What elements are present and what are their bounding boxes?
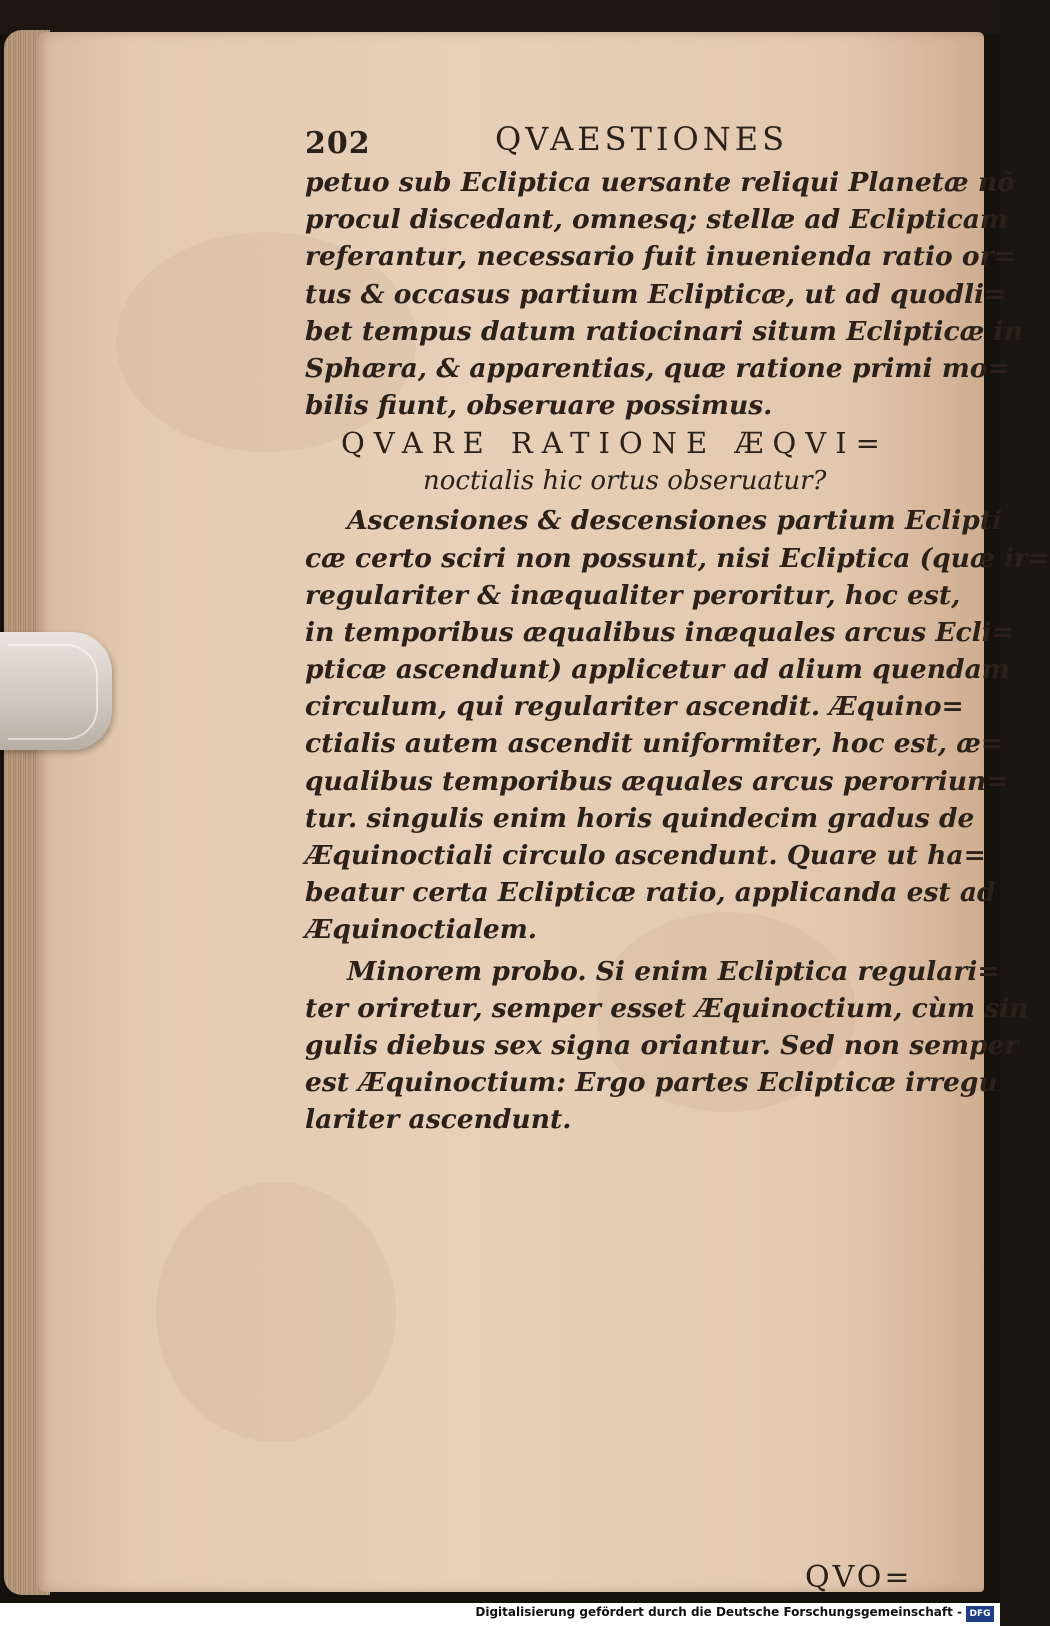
text-line: bilis fiunt, obseruare possimus. — [305, 390, 773, 422]
text-line: tus & occasus partium Eclipticæ, ut ad quodli= — [305, 278, 1007, 310]
text-line: regulariter & inæqualiter peroritur, hoc est, — [305, 579, 961, 611]
top-band — [0, 0, 1000, 34]
running-head-title: QVAESTIONES — [495, 120, 789, 158]
digitization-footer — [0, 1603, 1000, 1626]
text-line: lariter ascendunt. — [305, 1104, 572, 1136]
question-heading-line-2: noctialis hic ortus obseruatur? — [423, 466, 827, 497]
text-line: petuo sub Ecliptica uersante reliqui Planetæ nõ — [305, 167, 1015, 198]
dfg-logo: DFG — [966, 1606, 994, 1622]
text-line: tur. singulis enim horis quindecim gradus de — [305, 802, 975, 834]
text-line: ter oriretur, semper esset Æquinoctium, cùm sin — [305, 992, 1029, 1024]
text-line: Æquinoctialem. — [305, 914, 538, 946]
paragraph-3 — [305, 953, 1029, 1139]
text-line: ctialis autem ascendit uniformiter, hoc est, æ= — [305, 728, 1004, 760]
page-text — [305, 112, 1050, 1595]
text-line: Æquinoctiali circulo ascendunt. Quare ut ha= — [305, 840, 986, 871]
page-number: 202 — [305, 126, 371, 161]
text-line: gulis diebus sex signa oriantur. Sed non semper — [305, 1029, 1019, 1061]
catchword: QVO= — [805, 1560, 913, 1595]
digitization-credit: Digitalisierung gefördert durch die Deutsche Forschungsgemeinschaft - — [475, 1605, 962, 1619]
text-line: procul discedant, omnesq; stellæ ad Eclipticam — [305, 204, 1008, 236]
question-heading — [305, 424, 945, 502]
question-heading-line-1: QVARE RATIONE ÆQVI= — [341, 426, 889, 461]
paragraph-2 — [305, 502, 1050, 948]
text-line: Ascensiones & descensiones partium Eclipti — [347, 505, 1003, 537]
text-line: in temporibus æqualibus inæquales arcus Ecli= — [305, 616, 1015, 648]
text-line: est Æquinoctium: Ergo partes Eclipticæ irregu — [305, 1067, 998, 1099]
text-line: beatur certa Eclipticæ ratio, applicanda est ad — [305, 877, 996, 909]
running-head — [305, 112, 945, 164]
paragraph-1 — [305, 164, 1023, 424]
text-line: qualibus temporibus æquales arcus perorriun= — [305, 765, 1009, 797]
bookmark-clip-highlight — [8, 644, 98, 740]
text-line: bet tempus datum ratiocinari situm Eclipticæ in — [305, 315, 1023, 347]
text-line: Sphæra, & apparentias, quæ ratione primi mo= — [305, 352, 1010, 384]
text-line: referantur, necessario fuit inuenienda ratio or= — [305, 241, 1016, 273]
paper-stain — [156, 1182, 396, 1442]
text-line: Minorem probo. Si enim Ecliptica regulari= — [347, 955, 1000, 987]
bookmark-clip — [0, 632, 112, 750]
text-line: cæ certo sciri non possunt, nisi Ecliptica (quæ ir= — [305, 542, 1050, 574]
text-line: pticæ ascendunt) applicetur ad alium quendam — [305, 654, 1010, 686]
text-line: circulum, qui regulariter ascendit. Æquino= — [305, 691, 964, 723]
